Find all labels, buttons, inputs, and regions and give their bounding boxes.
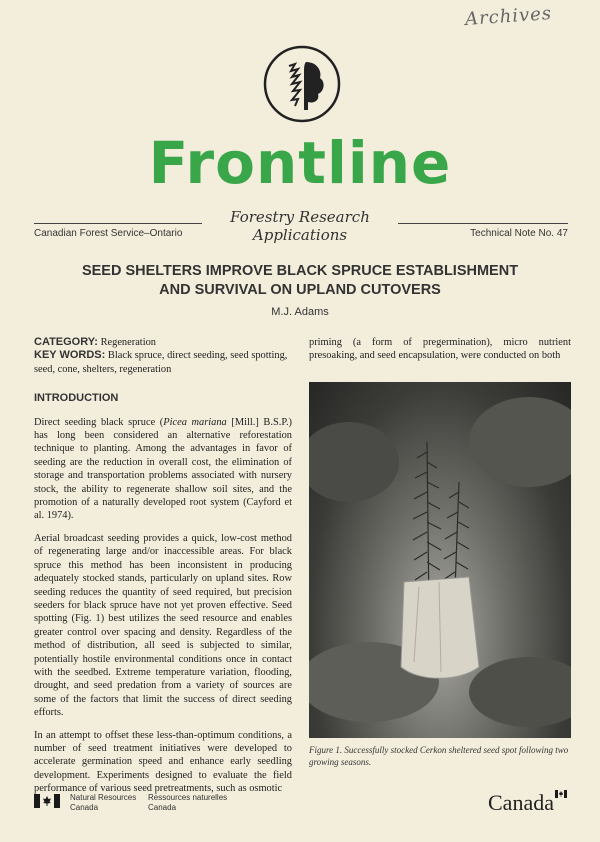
keywords-line (34, 349, 292, 376)
figure-caption: Figure 1. Successfully stocked Cerkon sheltered seed spot following two growing seasons. (309, 745, 569, 767)
tree-logo-icon (262, 44, 342, 124)
handwritten-note: Archives (464, 2, 553, 31)
paragraph-1-start: Direct seeding black spruce ( (34, 416, 164, 428)
brand-tagline: Forestry Research Applications (230, 208, 370, 244)
department-name-english (70, 793, 136, 813)
left-column (34, 336, 292, 805)
canada-flag-icon (34, 794, 60, 808)
brand-name: Frontline (148, 129, 452, 197)
tagline-rule-left (34, 223, 202, 224)
wordmark-flag-icon (555, 790, 567, 798)
organization-label: Canadian Forest Service–Ontario (34, 228, 183, 239)
seedling-photo (309, 382, 571, 738)
tagline-rule-right (398, 223, 568, 224)
paragraph-3: In an attempt to offset these less-than-optimum conditions, a number of seed treatment initiatives were developed to accelerate germination speed and enhance early seedling development. Experiments designed to evaluate the field performance of various seed pretreatments, such as osmotic (34, 729, 292, 795)
seedling-photo-illustration (309, 382, 571, 738)
paragraph-1 (34, 416, 292, 523)
category-value: Regeneration (100, 337, 156, 348)
species-name: Picea mariana (163, 416, 227, 428)
section-heading-introduction: INTRODUCTION (34, 392, 119, 405)
right-column-text: priming (a form of pregermination), micro nutrient presoaking, and seed encapsulation, were conducted on both (309, 337, 571, 362)
category-label: CATEGORY: (34, 336, 98, 348)
technical-note-number: Technical Note No. 47 (470, 228, 568, 239)
article-title-line-1: SEED SHELTERS IMPROVE BLACK SPRUCE ESTABLISHMENT (81, 263, 519, 279)
article-title-line-2: AND SURVIVAL ON UPLAND CUTOVERS (159, 282, 441, 298)
article-title (0, 262, 600, 300)
keywords-label: KEY WORDS: (34, 349, 106, 362)
department-en-line-1: Natural Resources (70, 793, 137, 802)
article-author: M.J. Adams (271, 306, 329, 318)
keywords-value: Black spruce, direct seeding, seed spotting, seed, cone, shelters, regeneration (34, 350, 288, 375)
paragraph-2: Aerial broadcast seeding provides a quick, low-cost method of regenerating large and/or inaccessible areas. For black spruce this method has been inconsistent in producing adequately stocked stands, particularly on upland sites. Row seeding reduces the quantity of seed required, but precision seeders for black spruce have not yet proven effective. Seed spotting (Fig. 1) best utilizes the seed resource and enables greater control over spacing and density. Regardless of the method of distribution, all seed is subjected to similar, potentially hostile environmental conditions once in contact with the seedbed. Extreme temperature variation, flooding, drought, and seed predation from a variety of sources are some of the factors that limit the success of direct seeding efforts. (34, 532, 292, 719)
department-fr-line-1: Ressources naturelles (148, 793, 228, 802)
canada-wordmark: Canada (488, 790, 554, 815)
department-fr-line-2: Canada (148, 803, 177, 812)
category-line (34, 336, 292, 349)
paragraph-1-end: [Mill.] B.S.P.) has long been considered an alternative reforestation technique to planting. Among the advantages in favor of seeding are the reduction in overall cost, the elimination of storage and transportation problems associated with nursery stock, the ability to regenerate shallow soil sites, and the promotion of a naturally developed root system (Cayford et al. 1974). (34, 416, 293, 522)
department-name-french (148, 793, 227, 813)
department-en-line-2: Canada (70, 803, 99, 812)
